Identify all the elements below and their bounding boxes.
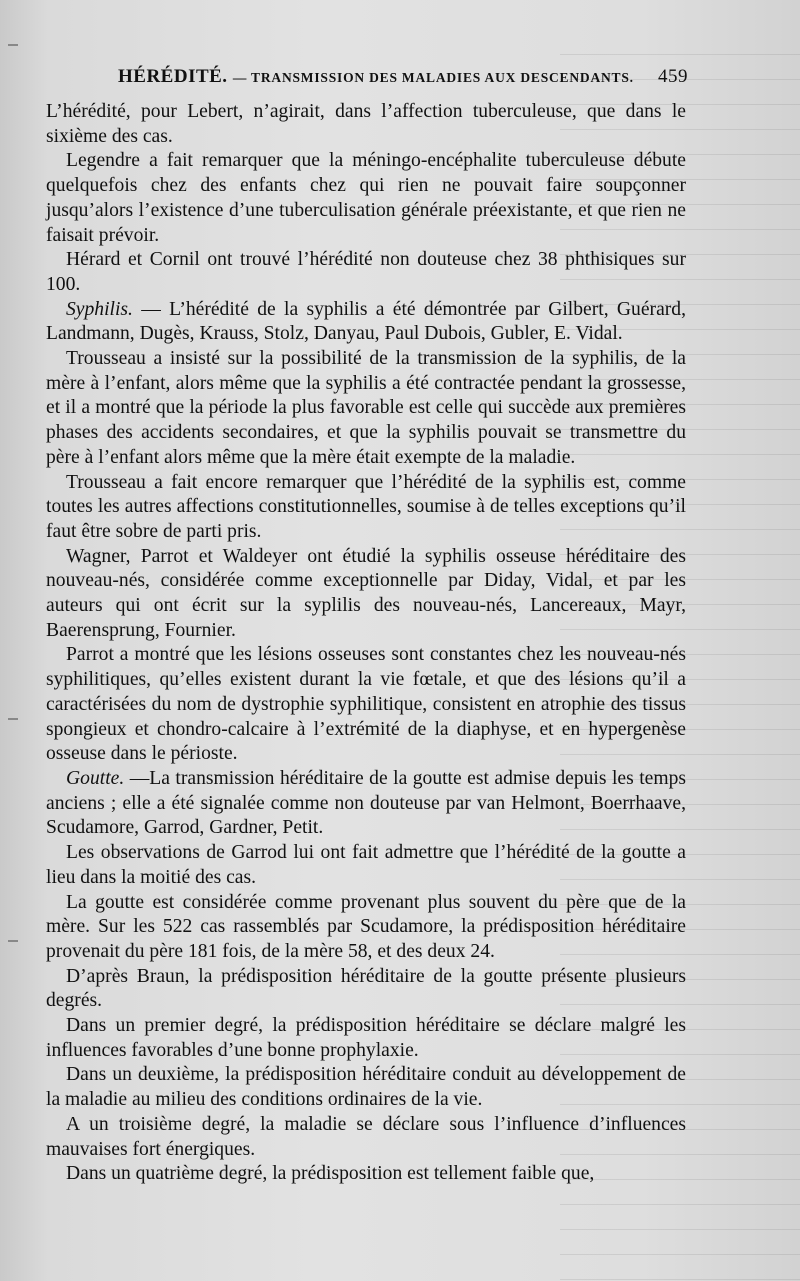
paragraph: La goutte est considérée comme provenant plus souvent du père que de la mère. Sur les 522 cas rassemblés par Scudamore, la prédisposition héréditaire provenait du père 181 fois, de la mère 58, et des deux 24.: [46, 891, 686, 962]
paragraph: Syphilis. — L’hérédité de la syphilis a été démontrée par Gilbert, Guérard, Landmann, Dugès, Krauss, Stolz, Danyau, Paul Dubois, Gubler, E. Vidal.: [46, 298, 686, 345]
section-lead-syphilis: Syphilis.: [66, 298, 133, 320]
section-lead-goutte: Goutte.: [66, 767, 125, 789]
paragraph: A un troisième degré, la maladie se déclare sous l’influence d’influences mauvaises fort énergiques.: [46, 1113, 686, 1160]
header-subtitle: — TRANSMISSION DES MALADIES AUX DESCENDANTS.: [232, 70, 634, 85]
body-text: [46, 100, 686, 1187]
paragraph: Dans un quatrième degré, la prédisposition est tellement faible que,: [66, 1163, 595, 1185]
page-edge-mark: [8, 44, 18, 46]
paragraph: Parrot a montré que les lésions osseuses sont constantes chez les nouveau-nés syphilitiques, qu’elles existent durant la vie fœtale, et que des lésions qu’il a caractérisées du nom de dystrophie syphilitique, consistent en atrophie des tissus spongieux et chondro-calcaire à l’extrémité de la diaphyse, et en hypergenèse osseuse dans le périoste.: [46, 644, 686, 765]
paragraph: Trousseau a insisté sur la possibilité de la transmission de la syphilis, de la mère à l’enfant, alors même que la syphilis a été contractée pendant la grossesse, et il a montré que la période la plus favorable est celle qui succède aux premières phases des accidents secondaires, et que la syphilis pouvait se transmettre du père à l’enfant alors même que la mère était exempte de la maladie.: [46, 348, 686, 468]
running-header: [118, 66, 688, 96]
paragraph: L’hérédité, pour Lebert, n’agirait, dans l’affection tuberculeuse, que dans le sixième des cas.: [46, 101, 686, 147]
paragraph: Legendre a fait remarquer que la méningo-encéphalite tuberculeuse débute quelquefois chez des enfants chez qui rien ne pouvait faire soupçonner jusqu’alors l’existence d’une tuberculisation générale préexistante, et que rien ne faisait prévoir.: [46, 150, 686, 246]
paragraph: Wagner, Parrot et Waldeyer ont étudié la syphilis osseuse héréditaire des nouveau-nés, considérée comme exceptionnelle par Diday, Vidal, et par les auteurs qui ont écrit sur la syplilis des nouveau-nés, Lancereaux, Mayr, Baerensprung, Fournier.: [46, 545, 686, 641]
paragraph: Dans un deuxième, la prédisposition héréditaire conduit au développement de la maladie au milieu des conditions ordinaires de la vie.: [46, 1064, 686, 1111]
paragraph: Dans un premier degré, la prédisposition héréditaire se déclare malgré les influences favorables d’une bonne prophylaxie.: [46, 1015, 686, 1061]
page-edge-mark: [8, 940, 18, 942]
paragraph: D’après Braun, la prédisposition héréditaire de la goutte présente plusieurs degrés.: [46, 965, 686, 1012]
page-edge-mark: [8, 718, 18, 720]
paragraph: Trousseau a fait encore remarquer que l’hérédité de la syphilis est, comme toutes les autres affections constitutionnelles, soumise à de telles exceptions qu’il faut être sobre de parti pris.: [46, 471, 686, 542]
paragraph: Hérard et Cornil ont trouvé l’hérédité non douteuse chez 38 phthisiques sur 100.: [46, 249, 686, 295]
paragraph: Les observations de Garrod lui ont fait admettre que l’hérédité de la goutte a lieu dans la moitié des cas.: [46, 842, 686, 888]
paragraph: Goutte. —La transmission héréditaire de la goutte est admise depuis les temps anciens ; elle a été signalée comme non douteuse par van Helmont, Boerrhaave, Scudamore, Garrod, Gardner, Petit.: [46, 767, 686, 839]
page-number: 459: [658, 66, 688, 87]
header-title: HÉRÉDITÉ.: [118, 66, 228, 87]
